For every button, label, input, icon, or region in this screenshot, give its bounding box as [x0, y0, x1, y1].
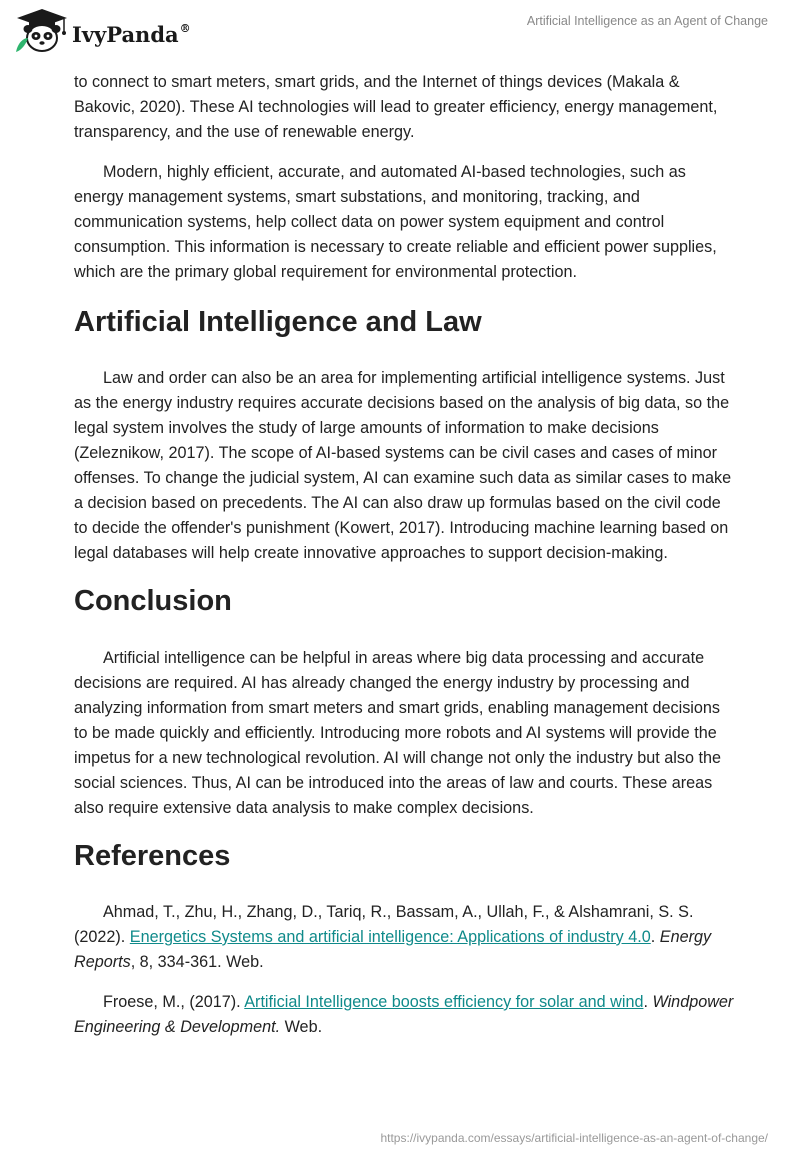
panda-graduate-icon: [14, 8, 70, 54]
reference-entry: [74, 900, 734, 975]
paragraph-continuation: to connect to smart meters, smart grids, and the Internet of things devices (Makala & Bakovic, 2020). These AI technologies will lead to greater efficiency, energy management, transparency, and the use of renewable energy.: [74, 73, 718, 141]
footer-url[interactable]: https://ivypanda.com/essays/artificial-intelligence-as-an-agent-of-change/: [380, 1131, 768, 1145]
reference-entry: [74, 990, 734, 1040]
reference-details: , 8, 334-361. Web.: [130, 953, 264, 971]
reference-journal: Energy Reports: [74, 928, 712, 971]
running-title: Artificial Intelligence as an Agent of Change: [526, 14, 768, 28]
essay-body: [74, 70, 734, 1055]
ivypanda-logo[interactable]: [14, 8, 191, 54]
reference-separator: .: [650, 928, 660, 946]
reference-separator: .: [643, 993, 653, 1011]
reference-journal: Windpower Engineering & Development.: [74, 993, 734, 1036]
paragraph-conclusion: Artificial intelligence can be helpful in areas where big data processing and accurate decisions are required. AI has already changed the energy industry by processing and analyzing information from smart meters and smart grids, enabling management decisions to be made quickly and efficiently. Introducing more robots and AI systems will provide the impetus for a new technological revolution. AI will change not only the industry but also the social sciences. Thus, AI can be introduced into the areas of law and courts. These areas also require extensive data analysis to make complex decisions.: [74, 649, 721, 817]
page-header: [0, 0, 800, 60]
paragraph-law: Law and order can also be an area for implementing artificial intelligence systems. Just as the energy industry requires accurate decisions based on the analysis of big data, so the legal system involves the study of large amounts of information to make decisions (Zeleznikow, 2017). The scope of AI-based systems can be civil cases and cases of minor offenses. To change the judicial system, AI can examine such data as similar cases to make a decision based on precedents. The AI can also draw up formulas based on the civil code to decide the offender's punishment (Kowert, 2017). Introducing machine learning based on legal databases will help create innovative approaches to support decision-making.: [74, 369, 732, 562]
reference-authors: Ahmad, T., Zhu, H., Zhang, D., Tariq, R., Bassam, A., Ullah, F., & Alshamrani, S. S. (2022).: [74, 903, 694, 946]
registered-mark: ®: [179, 21, 191, 35]
reference-link[interactable]: Energetics Systems and artificial intelligence: Applications of industry 4.0: [129, 928, 651, 946]
heading-conclusion: Conclusion: [74, 585, 232, 617]
reference-authors: Froese, M., (2017).: [103, 993, 245, 1011]
reference-details: Web.: [280, 1018, 323, 1036]
paragraph-ai-technologies: Modern, highly efficient, accurate, and automated AI-based technologies, such as energy management systems, smart substations, and monitoring, tracking, and communication systems, help collect data on power system equipment and control consumption. This information is necessary to create reliable and efficient power supplies, which are the primary global requirement for environmental protection.: [74, 163, 717, 281]
heading-ai-and-law: Artificial Intelligence and Law: [74, 306, 482, 338]
reference-link[interactable]: Artificial Intelligence boosts efficiency for solar and wind: [244, 993, 644, 1011]
heading-references: References: [74, 840, 231, 872]
brand-name: IvyPanda®: [72, 21, 191, 47]
